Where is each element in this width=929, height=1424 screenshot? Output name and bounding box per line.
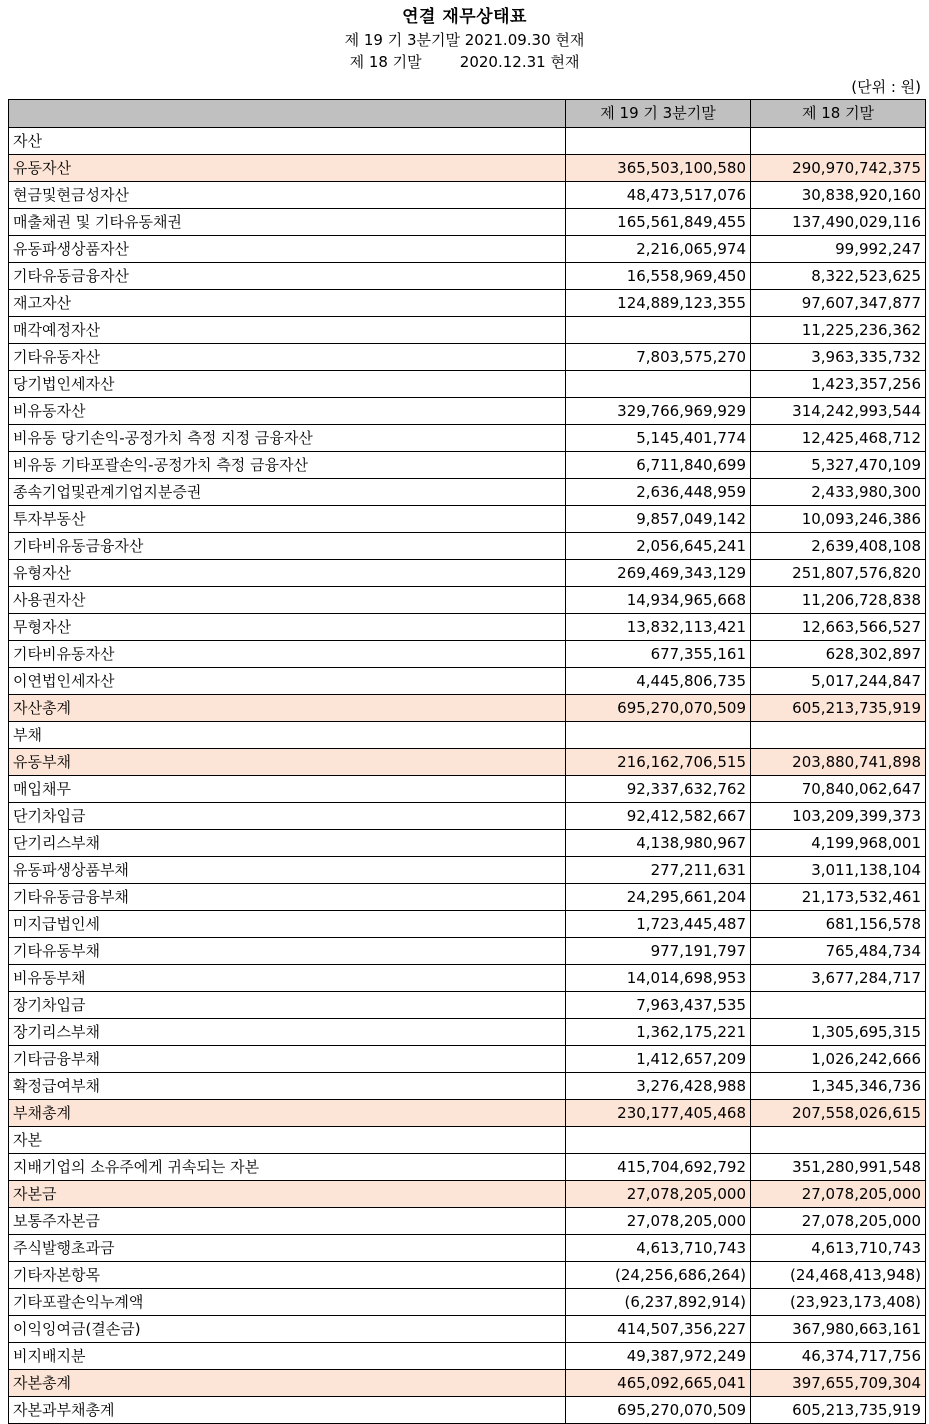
row-value-current: (6,237,892,914) [566, 1289, 751, 1316]
table-row [9, 398, 926, 425]
row-value-prior: 605,213,735,919 [751, 695, 926, 722]
row-label: 미지급법인세 [9, 911, 566, 938]
row-label: 부채총계 [9, 1100, 566, 1127]
row-label: 매출채권 및 기타유동채권 [9, 209, 566, 236]
row-label: 주식발행초과금 [9, 1235, 566, 1262]
table-row [9, 1370, 926, 1397]
row-value-prior: 290,970,742,375 [751, 155, 926, 182]
table-row [9, 830, 926, 857]
row-value-prior: 397,655,709,304 [751, 1370, 926, 1397]
row-value-current: 695,270,070,509 [566, 695, 751, 722]
table-row [9, 236, 926, 263]
row-label: 매입채무 [9, 776, 566, 803]
row-value-prior: 1,423,357,256 [751, 371, 926, 398]
row-value-prior: 3,963,335,732 [751, 344, 926, 371]
table-row [9, 560, 926, 587]
row-value-current: 230,177,405,468 [566, 1100, 751, 1127]
row-value-prior: 21,173,532,461 [751, 884, 926, 911]
table-row [9, 533, 926, 560]
row-value-current: 92,337,632,762 [566, 776, 751, 803]
row-value-current: 365,503,100,580 [566, 155, 751, 182]
row-value-prior: 5,327,470,109 [751, 452, 926, 479]
table-row [9, 1262, 926, 1289]
row-label: 기타유동금융자산 [9, 263, 566, 290]
row-value-current [566, 128, 751, 155]
row-value-current: 2,216,065,974 [566, 236, 751, 263]
row-value-prior: 203,880,741,898 [751, 749, 926, 776]
table-row [9, 1235, 926, 1262]
table-row [9, 425, 926, 452]
table-row [9, 695, 926, 722]
table-row [9, 1127, 926, 1154]
table-row [9, 668, 926, 695]
row-label: 확정급여부채 [9, 1073, 566, 1100]
row-value-prior: 2,433,980,300 [751, 479, 926, 506]
row-value-prior: 10,093,246,386 [751, 506, 926, 533]
table-row [9, 1289, 926, 1316]
row-label: 유동부채 [9, 749, 566, 776]
row-label: 장기리스부채 [9, 1019, 566, 1046]
row-label: 비유동 기타포괄손익-공정가치 측정 금융자산 [9, 452, 566, 479]
row-value-prior: 137,490,029,116 [751, 209, 926, 236]
row-value-current: 9,857,049,142 [566, 506, 751, 533]
row-label: 유형자산 [9, 560, 566, 587]
row-label: 재고자산 [9, 290, 566, 317]
row-value-current: 415,704,692,792 [566, 1154, 751, 1181]
table-row [9, 857, 926, 884]
row-value-current [566, 371, 751, 398]
row-label: 자본과부채총계 [9, 1397, 566, 1424]
table-row [9, 641, 926, 668]
row-label: 자본금 [9, 1181, 566, 1208]
row-label: 이익잉여금(결손금) [9, 1316, 566, 1343]
row-value-prior: 4,199,968,001 [751, 830, 926, 857]
row-value-current: 27,078,205,000 [566, 1181, 751, 1208]
column-header-period-current: 제 19 기 3분기말 [566, 100, 751, 128]
row-value-prior: 367,980,663,161 [751, 1316, 926, 1343]
table-row [9, 506, 926, 533]
table-container [0, 97, 929, 1424]
row-value-current: 695,270,070,509 [566, 1397, 751, 1424]
row-value-current: 7,963,437,535 [566, 992, 751, 1019]
row-label: 기타유동금융부채 [9, 884, 566, 911]
row-label: 이연법인세자산 [9, 668, 566, 695]
row-label: 단기차입금 [9, 803, 566, 830]
row-value-current: 48,473,517,076 [566, 182, 751, 209]
row-value-prior: 207,558,026,615 [751, 1100, 926, 1127]
row-value-prior: 1,345,346,736 [751, 1073, 926, 1100]
row-value-current: 4,138,980,967 [566, 830, 751, 857]
row-label: 자산총계 [9, 695, 566, 722]
row-value-prior: 4,613,710,743 [751, 1235, 926, 1262]
table-row [9, 884, 926, 911]
row-value-current: (24,256,686,264) [566, 1262, 751, 1289]
row-value-prior: 11,225,236,362 [751, 317, 926, 344]
row-value-current: 5,145,401,774 [566, 425, 751, 452]
row-value-prior: 3,011,138,104 [751, 857, 926, 884]
row-value-current: 124,889,123,355 [566, 290, 751, 317]
row-value-prior: 27,078,205,000 [751, 1208, 926, 1235]
table-row [9, 1343, 926, 1370]
table-row [9, 479, 926, 506]
table-row [9, 722, 926, 749]
row-value-current: 7,803,575,270 [566, 344, 751, 371]
row-label: 유동파생상품자산 [9, 236, 566, 263]
table-row [9, 1154, 926, 1181]
table-row [9, 290, 926, 317]
row-value-prior: 765,484,734 [751, 938, 926, 965]
table-row [9, 209, 926, 236]
row-label: 보통주자본금 [9, 1208, 566, 1235]
table-row [9, 1100, 926, 1127]
row-label: 유동파생상품부채 [9, 857, 566, 884]
row-value-prior [751, 1127, 926, 1154]
row-value-prior: 70,840,062,647 [751, 776, 926, 803]
table-row [9, 317, 926, 344]
table-row [9, 614, 926, 641]
row-label: 부채 [9, 722, 566, 749]
row-value-current: 2,636,448,959 [566, 479, 751, 506]
table-row [9, 776, 926, 803]
table-row [9, 1397, 926, 1424]
row-value-prior: (24,468,413,948) [751, 1262, 926, 1289]
row-value-current: 1,362,175,221 [566, 1019, 751, 1046]
row-value-current: 977,191,797 [566, 938, 751, 965]
row-value-current [566, 722, 751, 749]
row-value-prior: 99,992,247 [751, 236, 926, 263]
row-value-prior: 251,807,576,820 [751, 560, 926, 587]
table-row [9, 587, 926, 614]
row-label: 투자부동산 [9, 506, 566, 533]
row-label: 장기차입금 [9, 992, 566, 1019]
row-value-prior: 1,026,242,666 [751, 1046, 926, 1073]
row-label: 현금및현금성자산 [9, 182, 566, 209]
table-row [9, 1181, 926, 1208]
row-label: 비유동 당기손익-공정가치 측정 지정 금융자산 [9, 425, 566, 452]
row-label: 기타자본항목 [9, 1262, 566, 1289]
row-value-prior: 628,302,897 [751, 641, 926, 668]
table-row [9, 155, 926, 182]
row-value-current [566, 1127, 751, 1154]
row-label: 비유동부채 [9, 965, 566, 992]
row-value-current [566, 317, 751, 344]
row-value-current: 24,295,661,204 [566, 884, 751, 911]
row-label: 기타포괄손익누계액 [9, 1289, 566, 1316]
table-row [9, 965, 926, 992]
row-value-current: 4,445,806,735 [566, 668, 751, 695]
row-value-current: 6,711,840,699 [566, 452, 751, 479]
row-value-current: 165,561,849,455 [566, 209, 751, 236]
row-value-prior: 12,425,468,712 [751, 425, 926, 452]
row-label: 기타유동부채 [9, 938, 566, 965]
row-value-current: 13,832,113,421 [566, 614, 751, 641]
row-value-prior: 351,280,991,548 [751, 1154, 926, 1181]
row-label: 사용권자산 [9, 587, 566, 614]
row-value-prior: 3,677,284,717 [751, 965, 926, 992]
table-body [9, 128, 926, 1424]
row-value-prior: 12,663,566,527 [751, 614, 926, 641]
unit-note: (단위 : 원) [851, 78, 921, 96]
row-value-prior [751, 992, 926, 1019]
row-value-prior: 5,017,244,847 [751, 668, 926, 695]
row-label: 단기리스부채 [9, 830, 566, 857]
table-row [9, 1046, 926, 1073]
row-label: 종속기업및관계기업지분증권 [9, 479, 566, 506]
row-label: 매각예정자산 [9, 317, 566, 344]
row-value-current: 1,412,657,209 [566, 1046, 751, 1073]
row-label: 지배기업의 소유주에게 귀속되는 자본 [9, 1154, 566, 1181]
row-label: 기타비유동자산 [9, 641, 566, 668]
row-label: 기타비유동금융자산 [9, 533, 566, 560]
row-value-prior: 97,607,347,877 [751, 290, 926, 317]
row-label: 비유동자산 [9, 398, 566, 425]
column-header-period-prior: 제 18 기말 [751, 100, 926, 128]
row-value-prior: 681,156,578 [751, 911, 926, 938]
row-value-current: 14,014,698,953 [566, 965, 751, 992]
row-value-current: 49,387,972,249 [566, 1343, 751, 1370]
row-value-current: 277,211,631 [566, 857, 751, 884]
row-value-current: 216,162,706,515 [566, 749, 751, 776]
table-row [9, 128, 926, 155]
row-value-current: 27,078,205,000 [566, 1208, 751, 1235]
table-row [9, 1073, 926, 1100]
balance-sheet-table [8, 99, 926, 1424]
table-row [9, 344, 926, 371]
row-value-prior: 1,305,695,315 [751, 1019, 926, 1046]
row-label: 당기법인세자산 [9, 371, 566, 398]
table-row [9, 1019, 926, 1046]
row-value-prior: 27,078,205,000 [751, 1181, 926, 1208]
table-row [9, 263, 926, 290]
row-value-current: 1,723,445,487 [566, 911, 751, 938]
table-row [9, 1208, 926, 1235]
table-row [9, 749, 926, 776]
page-title: 연결 재무상태표 [402, 7, 527, 27]
row-label: 유동자산 [9, 155, 566, 182]
row-value-current: 92,412,582,667 [566, 803, 751, 830]
row-value-current: 677,355,161 [566, 641, 751, 668]
row-value-current: 3,276,428,988 [566, 1073, 751, 1100]
row-value-prior: 11,206,728,838 [751, 587, 926, 614]
row-value-prior [751, 128, 926, 155]
row-label: 자본 [9, 1127, 566, 1154]
row-label: 비지배지분 [9, 1343, 566, 1370]
row-value-prior: (23,923,173,408) [751, 1289, 926, 1316]
row-label: 자산 [9, 128, 566, 155]
row-label: 기타금융부채 [9, 1046, 566, 1073]
row-label: 자본총계 [9, 1370, 566, 1397]
column-header-label [9, 100, 566, 128]
table-row [9, 803, 926, 830]
row-value-prior: 8,322,523,625 [751, 263, 926, 290]
table-row [9, 452, 926, 479]
title-block [0, 0, 929, 73]
row-value-current: 16,558,969,450 [566, 263, 751, 290]
row-label: 무형자산 [9, 614, 566, 641]
table-row [9, 371, 926, 398]
table-header [9, 100, 926, 128]
row-value-current: 414,507,356,227 [566, 1316, 751, 1343]
row-value-prior: 30,838,920,160 [751, 182, 926, 209]
row-value-current: 4,613,710,743 [566, 1235, 751, 1262]
row-value-prior [751, 722, 926, 749]
table-row [9, 992, 926, 1019]
row-value-current: 2,056,645,241 [566, 533, 751, 560]
row-value-current: 269,469,343,129 [566, 560, 751, 587]
row-value-current: 329,766,969,929 [566, 398, 751, 425]
row-value-prior: 103,209,399,373 [751, 803, 926, 830]
row-value-prior: 46,374,717,756 [751, 1343, 926, 1370]
row-value-current: 14,934,965,668 [566, 587, 751, 614]
row-value-prior: 314,242,993,544 [751, 398, 926, 425]
table-header-row [9, 100, 926, 128]
row-label: 기타유동자산 [9, 344, 566, 371]
row-value-current: 465,092,665,041 [566, 1370, 751, 1397]
period-current-label: 제 19 기 3분기말 2021.09.30 현재 [344, 31, 585, 49]
period-prior-label: 제 18 기말 2020.12.31 현재 [349, 53, 580, 71]
table-row [9, 182, 926, 209]
row-value-prior: 2,639,408,108 [751, 533, 926, 560]
table-row [9, 938, 926, 965]
row-value-prior: 605,213,735,919 [751, 1397, 926, 1424]
table-row [9, 911, 926, 938]
table-row [9, 1316, 926, 1343]
